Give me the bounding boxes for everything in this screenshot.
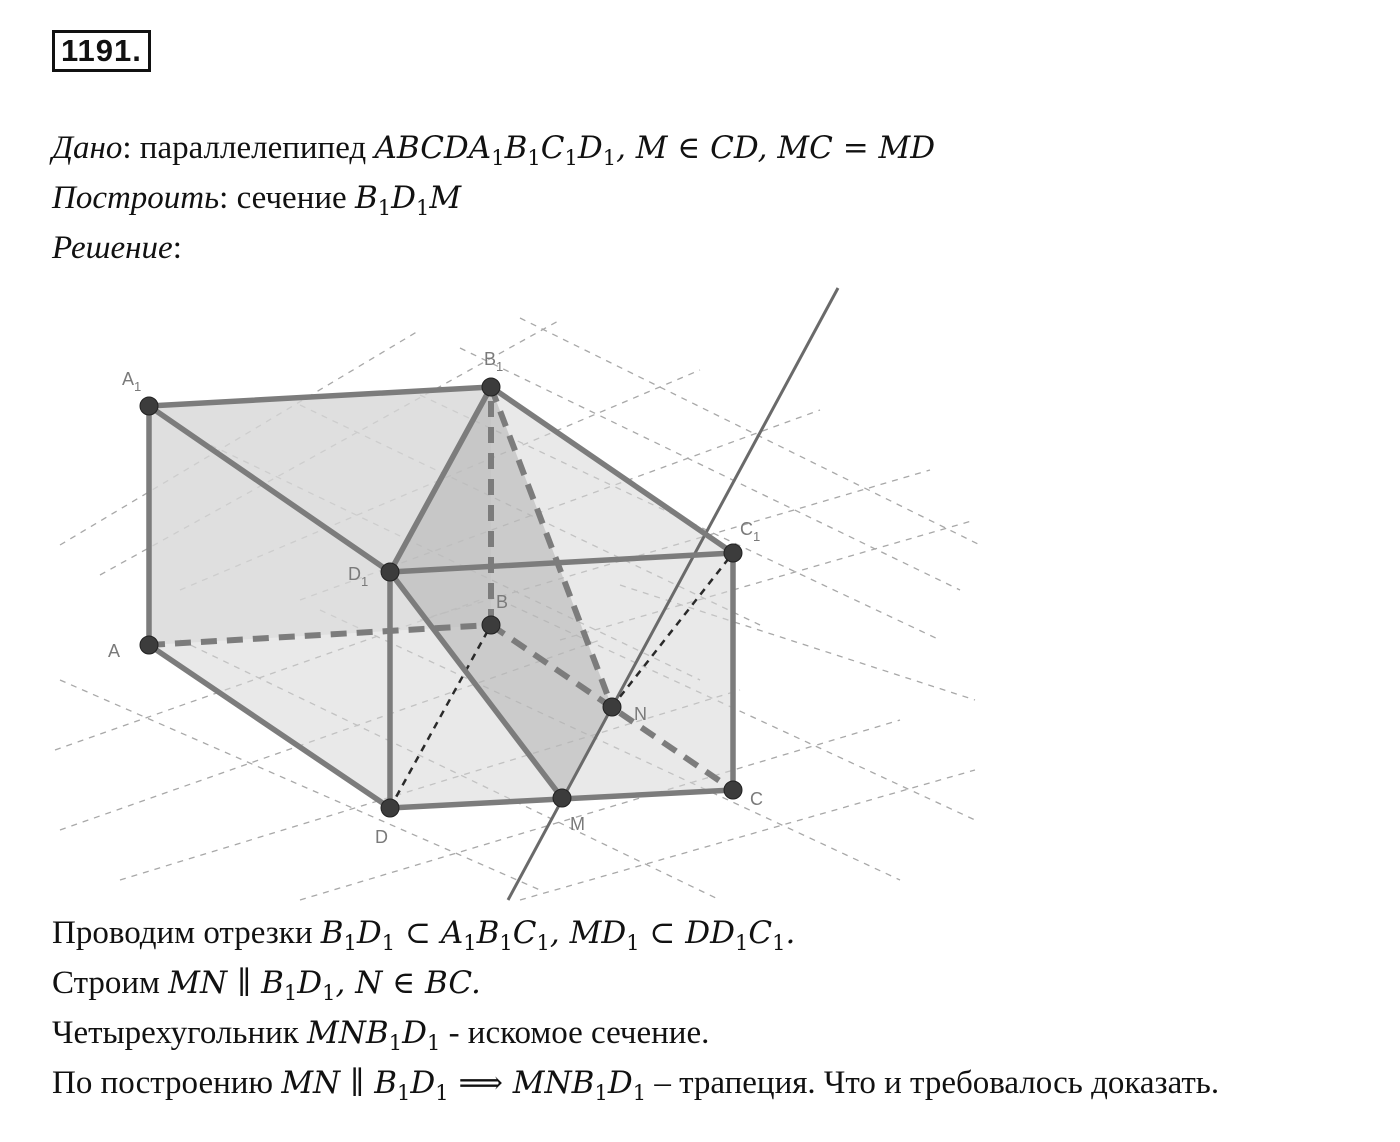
step-3-tail: - искомое сечение. — [440, 1015, 710, 1051]
step-3 — [52, 1013, 709, 1053]
solution-colon: : — [172, 230, 182, 266]
step-4-text: По построению — [52, 1065, 282, 1101]
step-3-text: Четырехугольник — [52, 1015, 308, 1051]
point-b — [482, 616, 500, 634]
label-n: N — [634, 704, 647, 724]
point-b1 — [482, 378, 500, 396]
solution-label: Решение — [52, 230, 173, 266]
solution-line — [52, 228, 182, 268]
label-d1: $D_1$ — [348, 564, 369, 589]
given-line — [52, 128, 935, 168]
step-1-text: Проводим отрезки — [52, 915, 321, 951]
label-c1: $C_1$ — [740, 519, 761, 544]
construct-text: : сечение — [219, 180, 355, 216]
point-d1 — [381, 563, 399, 581]
construct-line — [52, 178, 461, 218]
step-4 — [52, 1063, 1219, 1103]
problem-number: 1191. — [52, 30, 151, 72]
label-m: M — [570, 814, 585, 834]
given-text: : параллелепипед — [122, 130, 375, 166]
label-b: B — [496, 592, 509, 612]
label-a1: $A_1$ — [122, 369, 142, 394]
construct-section: $B_1D_1M$ — [354, 180, 462, 220]
step-4-tail: – трапеция. Что и требовалось доказать. — [646, 1065, 1220, 1101]
given-label: Дано — [52, 130, 123, 166]
point-m — [553, 789, 571, 807]
label-b1: $B_1$ — [484, 349, 504, 374]
construct-label: Построить — [52, 180, 220, 216]
step-2-text: Строим — [52, 965, 169, 1001]
label-c: C — [750, 789, 763, 809]
point-c — [724, 781, 742, 799]
step-2-math: MN ∥ $B_1D_1$, N ∈ BC. — [168, 965, 481, 1005]
point-a — [140, 636, 158, 654]
step-2 — [52, 963, 481, 1003]
step-1 — [52, 913, 795, 953]
step-1-math: $B_1D_1$ ⊂ $A_1B_1C_1$, $MD_1$ ⊂ $DD_1C_1$. — [320, 915, 796, 955]
point-a1 — [140, 397, 158, 415]
point-d — [381, 799, 399, 817]
parallelepiped-figure — [0, 275, 1000, 905]
point-n — [603, 698, 621, 716]
point-c1 — [724, 544, 742, 562]
step-4-math: MN ∥ $B_1D_1$ ⟹ $MNB_1D_1$ — [281, 1065, 647, 1105]
given-figure: $ABCDA_1B_1C_1D_1$, M ∈ CD, MC = MD — [374, 130, 936, 170]
label-d: D — [375, 827, 388, 847]
label-a: A — [108, 641, 121, 661]
step-3-math: $MNB_1D_1$ — [307, 1015, 441, 1055]
